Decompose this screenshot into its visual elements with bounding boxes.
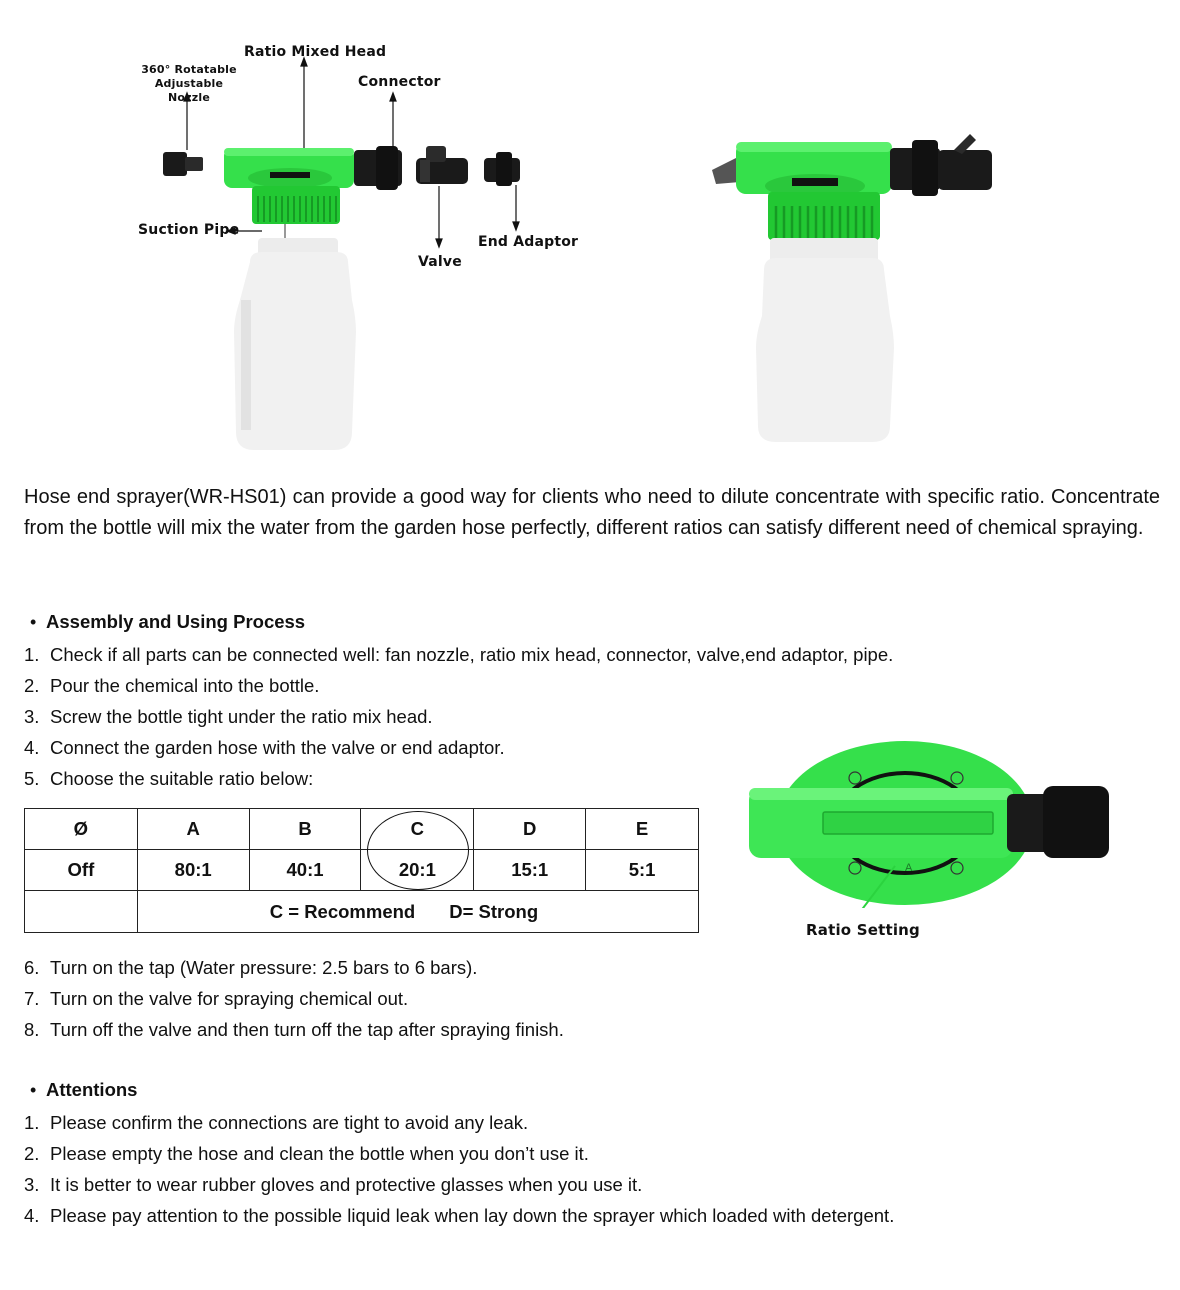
table-cell: 5:1 <box>586 850 699 891</box>
callout-valve: Valve <box>418 254 462 270</box>
list-item: 3. Screw the bottle tight under the ratio mix head. <box>24 706 433 727</box>
table-header: E <box>586 809 699 850</box>
exploded-diagram <box>0 0 600 470</box>
list-item: 4. Please pay attention to the possible liquid leak when lay down the sprayer which loaded with detergent. <box>24 1205 895 1226</box>
bullet-icon: • <box>30 612 37 632</box>
attentions-list <box>24 1107 894 1231</box>
table-header: B <box>249 809 361 850</box>
callout-ratio-setting: Ratio Setting <box>806 921 920 939</box>
callout-end-adaptor: End Adaptor <box>478 234 579 250</box>
callout-ratio-mixed-head: Ratio Mixed Head <box>244 44 387 60</box>
assembly-heading-text: Assembly and Using Process <box>46 611 306 632</box>
assembly-heading <box>30 611 305 633</box>
ratio-head-part <box>224 146 402 224</box>
list-item: 6. Turn on the tap (Water pressure: 2.5 bars to 6 bars). <box>24 957 478 978</box>
list-item: 4. Connect the garden hose with the valve or end adaptor. <box>24 737 505 758</box>
table-header: D <box>474 809 586 850</box>
table-header: A <box>137 809 249 850</box>
bottle-part <box>234 238 356 450</box>
table-header: C <box>361 809 474 850</box>
attentions-heading-text: Attentions <box>46 1079 138 1100</box>
note-strong: D= Strong <box>449 900 539 922</box>
callout-connector: Connector <box>358 74 441 90</box>
nozzle-part <box>163 152 203 176</box>
note-recommend: C = Recommend <box>269 900 416 922</box>
callout-nozzle: 360° Rotatable Adjustable Nozzle <box>141 63 237 104</box>
table-cell: 40:1 <box>249 850 361 891</box>
list-item: 1. Please confirm the connections are tight to avoid any leak. <box>24 1112 529 1133</box>
ratio-setting-image <box>745 738 1115 908</box>
ratio-table <box>24 808 699 933</box>
list-item: 2. Please empty the hose and clean the bottle when you don’t use it. <box>24 1143 589 1164</box>
table-header: Ø <box>25 809 138 850</box>
callout-suction-pipe: Suction Pipe <box>138 222 240 238</box>
table-cell: 15:1 <box>474 850 586 891</box>
assembly-steps-continued <box>24 952 564 1045</box>
valve-part <box>416 146 468 184</box>
ratio-notes <box>137 891 698 933</box>
attentions-heading <box>30 1079 137 1101</box>
table-row <box>25 850 699 891</box>
list-item: 8. Turn off the valve and then turn off the tap after spraying finish. <box>24 1019 564 1040</box>
table-cell: Off <box>25 850 138 891</box>
table-cell: 20:1 <box>361 850 474 891</box>
table-row <box>25 809 699 850</box>
table-cell <box>25 891 138 933</box>
list-item: 3. It is better to wear rubber gloves and protective glasses when you use it. <box>24 1174 643 1195</box>
list-item: 2. Pour the chemical into the bottle. <box>24 675 320 696</box>
end-adaptor-part <box>484 152 520 186</box>
table-cell: 80:1 <box>137 850 249 891</box>
list-item: 5. Choose the suitable ratio below: <box>24 768 314 789</box>
list-item: 1. Check if all parts can be connected well: fan nozzle, ratio mix head, connector, valve,end adaptor, pipe. <box>24 644 894 665</box>
bullet-icon: • <box>30 1080 37 1100</box>
dial-label-a: A <box>905 862 913 874</box>
table-row <box>25 891 699 933</box>
list-item: 7. Turn on the valve for spraying chemical out. <box>24 988 409 1009</box>
assembled-sprayer-image <box>700 120 1010 450</box>
intro-paragraph: Hose end sprayer(WR-HS01) can provide a good way for clients who need to dilute concentrate with specific ratio. Concentrate from the bottle will mix the water from the garden hose perfectly, different ratios can satisfy different need of chemical spraying. <box>24 486 1160 539</box>
